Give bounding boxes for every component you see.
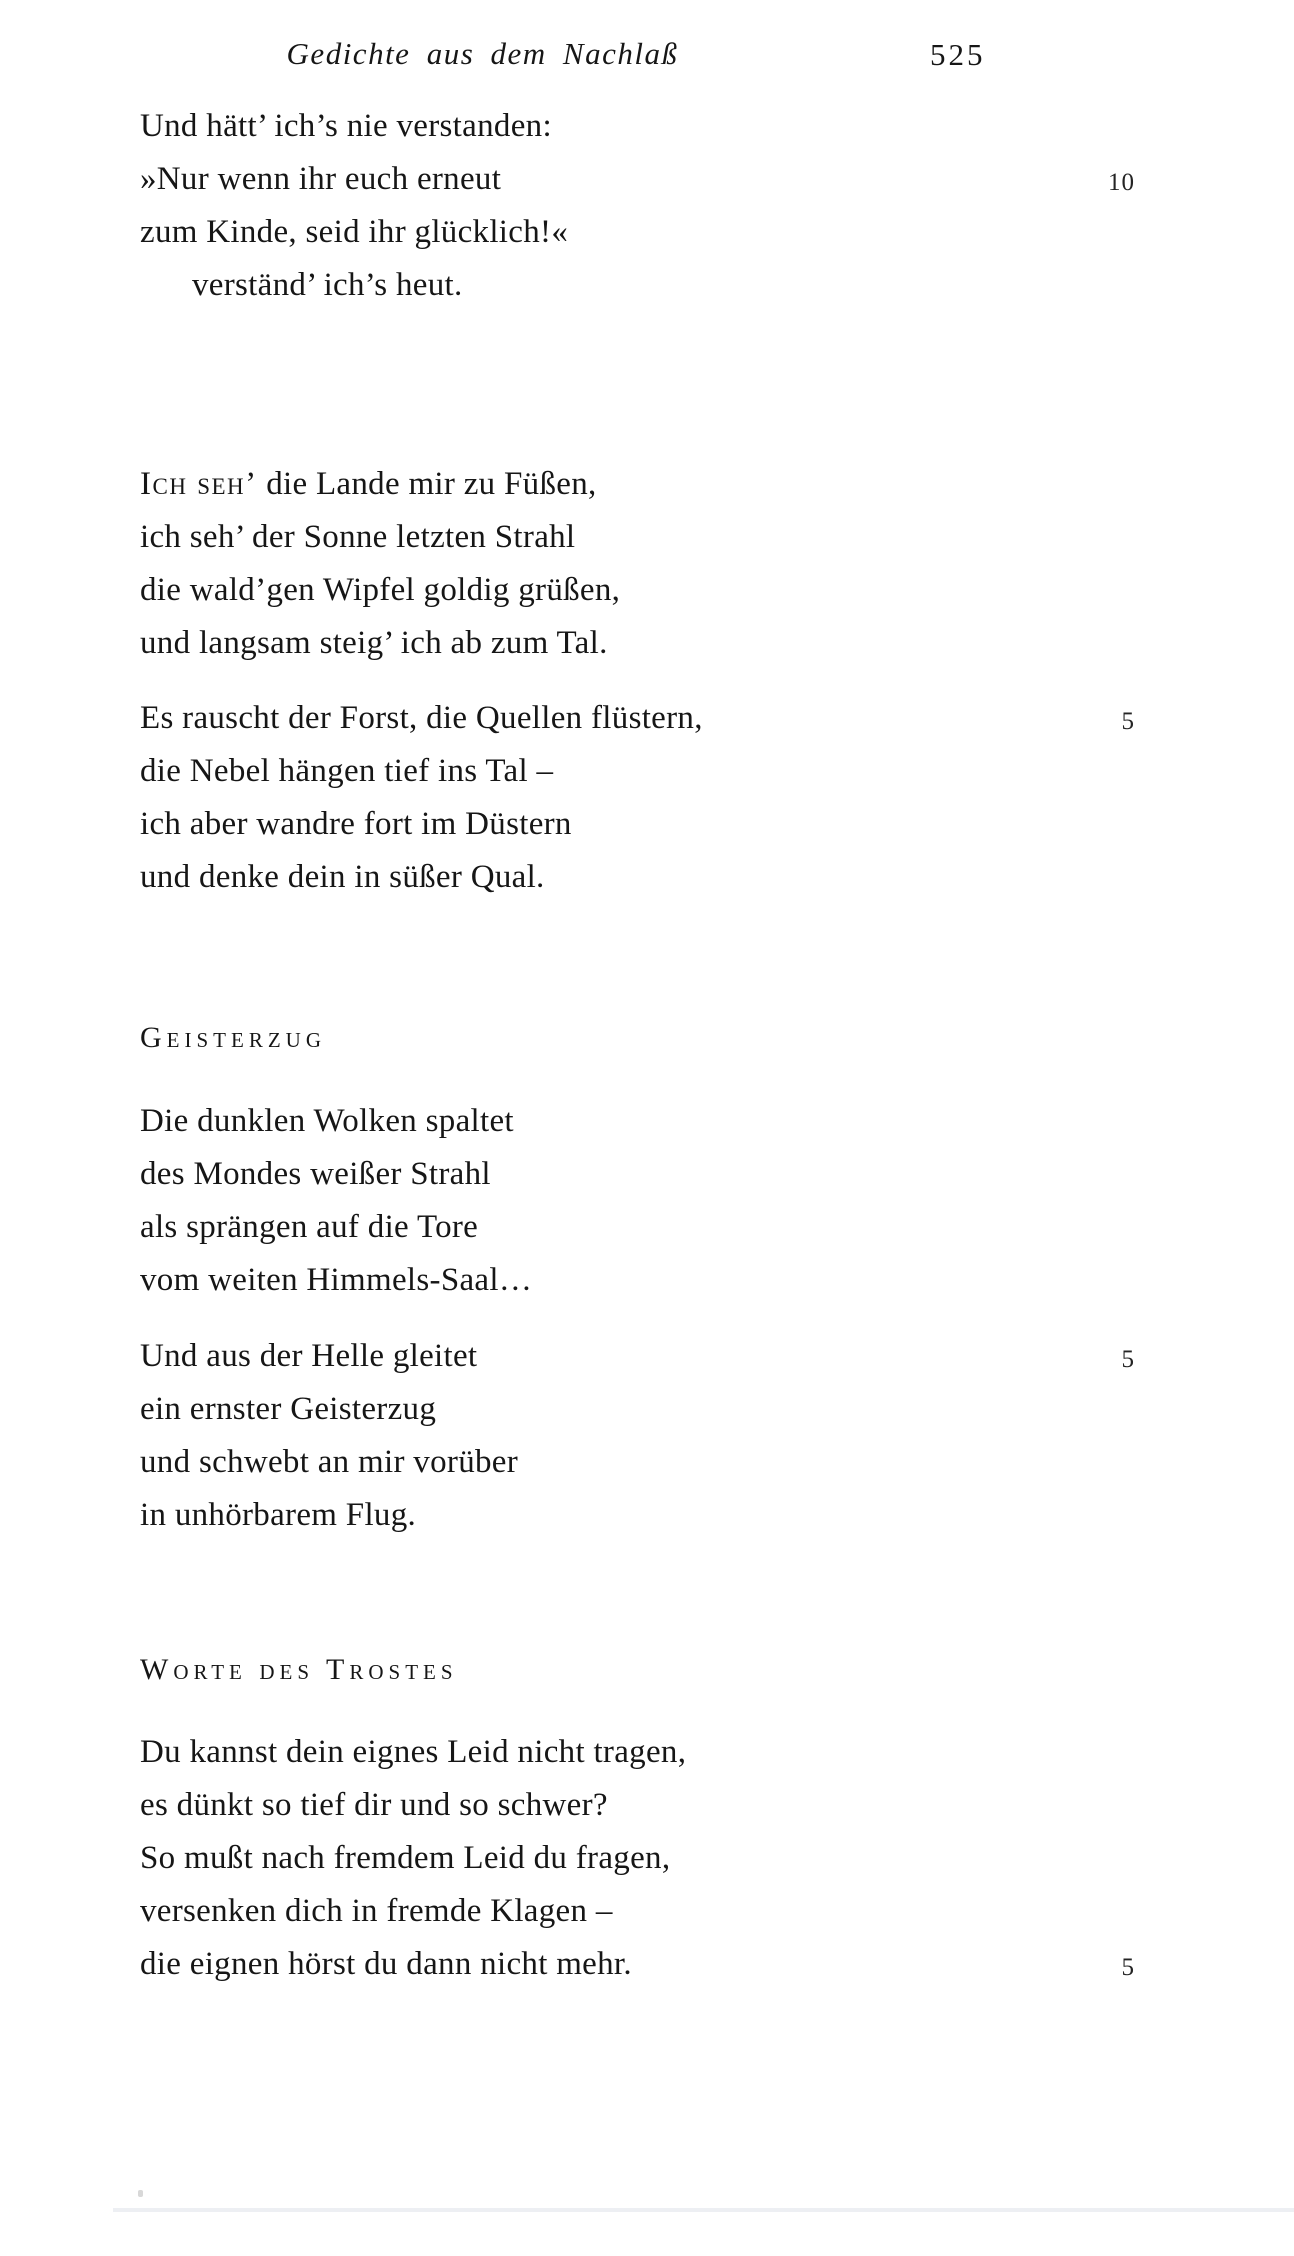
stanza: [140, 1095, 1135, 1307]
poem-line: [140, 1779, 1135, 1832]
line-number: 5: [1121, 708, 1135, 735]
poem-line-text: Und aus der Helle gleitet: [140, 1338, 478, 1374]
poem-line: [140, 458, 1135, 511]
poem-line-text: versenken dich in fremde Klagen –: [140, 1893, 613, 1929]
poem-line-text: vom weiten Himmels-Saal…: [140, 1262, 533, 1298]
poem-line-text: ein ernster Geisterzug: [140, 1391, 437, 1427]
poem-line: [140, 153, 1135, 206]
poem-line: [140, 1383, 1135, 1436]
poem-line: [140, 100, 1135, 153]
poem-line: [140, 259, 1135, 312]
poem-line: [140, 1201, 1135, 1254]
poem-line-text: in unhörbarem Flug.: [140, 1497, 417, 1533]
poem-line-text: und denke dein in süßer Qual.: [140, 859, 545, 895]
poem-line: [140, 564, 1135, 617]
poem-heading: Worte des Trostes: [140, 1653, 458, 1686]
poem-line: [140, 1885, 1135, 1938]
poem-line-text: Du kannst dein eignes Leid nicht tragen,: [140, 1734, 687, 1770]
line-number: 5: [1121, 1346, 1135, 1373]
poem-line: [140, 617, 1135, 670]
poem-line-text: es dünkt so tief dir und so schwer?: [140, 1787, 608, 1823]
line-number: 5: [1121, 1954, 1135, 1981]
poem-line: [140, 1330, 1135, 1383]
poem-line: [140, 851, 1135, 904]
running-head: Gedichte aus dem Nachlaß: [286, 36, 679, 71]
poem-line-text: als sprängen auf die Tore: [140, 1209, 479, 1245]
stanza: [140, 458, 1135, 670]
stanza: [140, 692, 1135, 904]
stanza: [140, 1330, 1135, 1542]
small-caps-incipit: Ich seh’: [140, 466, 258, 502]
poem-line-text: die eignen hörst du dann nicht mehr.: [140, 1946, 632, 1982]
poem-line-text: verständ’ ich’s heut.: [192, 267, 463, 303]
poem-line: [140, 1726, 1135, 1779]
poem-heading: Geisterzug: [140, 1021, 326, 1054]
poem-line: [140, 1095, 1135, 1148]
poem-line-text: des Mondes weißer Strahl: [140, 1156, 491, 1192]
poem-line-text: Es rauscht der Forst, die Quellen flüstern,: [140, 700, 703, 736]
line-number: 10: [1108, 169, 1135, 196]
stanza: [140, 100, 1135, 312]
poem-line-text: Ich seh’ die Lande mir zu Füßen,: [140, 466, 597, 502]
page-edge-artifact: [113, 2208, 1294, 2212]
poem-line: [140, 1148, 1135, 1201]
poem-line: [140, 692, 1135, 745]
poem-line: [140, 798, 1135, 851]
poem-line-text: zum Kinde, seid ihr glücklich!«: [140, 214, 569, 250]
scan-speck: [138, 2190, 143, 2197]
poem-line-text: Die dunklen Wolken spaltet: [140, 1103, 514, 1139]
page-number: 525: [930, 37, 986, 72]
poem-line-text: die Nebel hängen tief ins Tal –: [140, 753, 554, 789]
poem-line-text: Und hätt’ ich’s nie verstanden:: [140, 108, 552, 144]
page-header: [140, 36, 1135, 80]
poem-line-text: So mußt nach fremdem Leid du fragen,: [140, 1840, 671, 1876]
poem-line: [140, 745, 1135, 798]
poem-line: [140, 1832, 1135, 1885]
poem-line: [140, 1436, 1135, 1489]
poem-line: [140, 1938, 1135, 1991]
poem-line: [140, 206, 1135, 259]
stanza: [140, 1726, 1135, 1991]
poem-line: [140, 1489, 1135, 1542]
poem-line-text: ich aber wandre fort im Düstern: [140, 806, 572, 842]
poem-line-text: »Nur wenn ihr euch erneut: [140, 161, 502, 197]
running-head-wrap: [140, 36, 825, 72]
poem-line-text: die wald’gen Wipfel goldig grüßen,: [140, 572, 621, 608]
poem-line-text: ich seh’ der Sonne letzten Strahl: [140, 519, 576, 555]
poem-line-text: und schwebt an mir vorüber: [140, 1444, 519, 1480]
poem-line-text: und langsam steig’ ich ab zum Tal.: [140, 625, 608, 661]
poem-line: [140, 511, 1135, 564]
poem-line: [140, 1254, 1135, 1307]
